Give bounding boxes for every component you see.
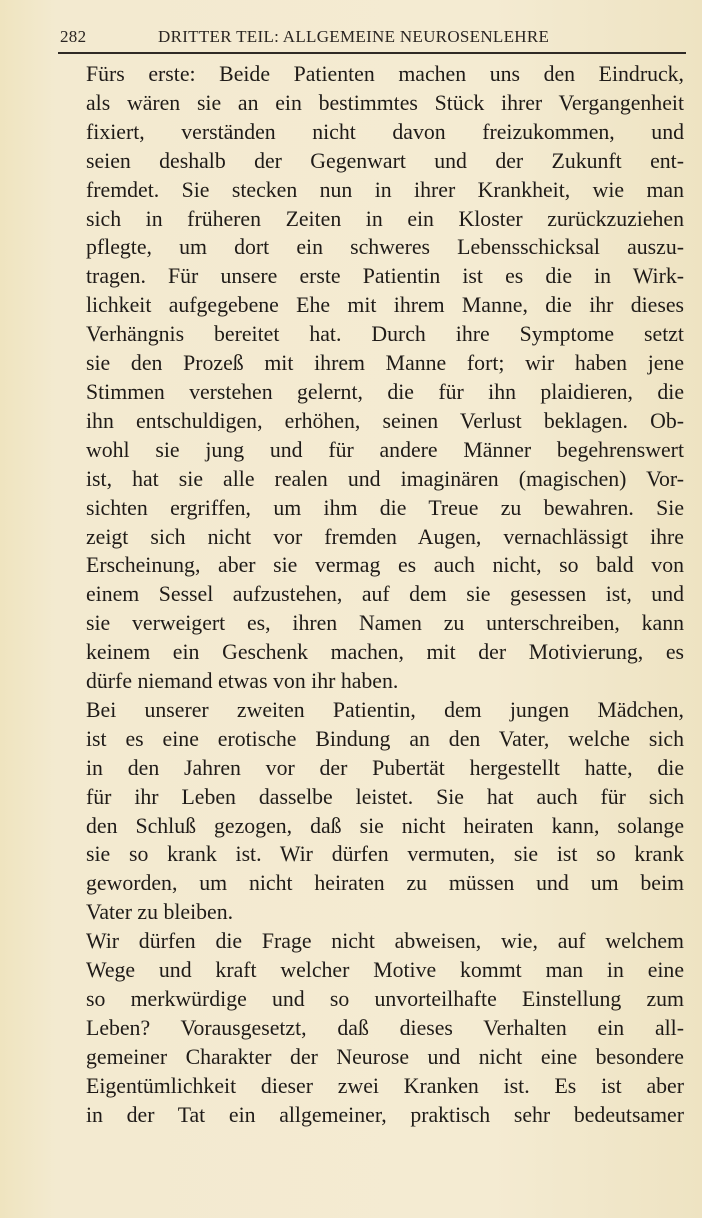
text-line: zeigt sich nicht vor fremden Augen, vernachlässigt ihre [86,524,684,549]
running-head-title: DRITTER TEIL: ALLGEMEINE NEUROSENLEHRE [158,27,550,46]
text-line: Vater zu bleiben. [86,900,234,925]
running-head [58,24,686,50]
text-line: als wären sie an ein bestimmtes Stück ihrer Vergangenheit [86,90,684,115]
text-line: Erscheinung, aber sie vermag es auch nicht, so bald von [86,553,684,578]
text-line: in der Tat ein allgemeiner, praktisch sehr bedeutsamer [86,1102,684,1127]
text-line: Fürs erste: Beide Patienten machen uns den Eindruck, [86,62,684,86]
text-line: sie verweigert es, ihren Namen zu unterschreiben, kann [86,611,684,636]
text-line: so merkwürdige und so unvorteilhafte Einstellung zum [86,987,684,1011]
text-line: seien deshalb der Gegenwart und der Zukunft ent- [86,148,684,173]
text-line: Stimmen verstehen gelernt, die für ihn plaidieren, die [86,379,684,404]
text-line: den Schluß gezogen, daß sie nicht heiraten kann, solange [86,813,684,838]
text-line: für ihr Leben dasselbe leistet. Sie hat auch für sich [86,784,684,809]
text-line: ist, hat sie alle realen und imaginären (magischen) Vor- [86,466,684,491]
text-line: Verhängnis bereitet hat. Durch ihre Symptome setzt [86,322,684,347]
body-text [48,60,684,1205]
text-line: Leben? Vorausgesetzt, daß dieses Verhalten ein all- [86,1015,684,1040]
header-rule [58,52,686,54]
text-line: wohl sie jung und für andere Männer begehrenswert [86,437,684,462]
text-line: ihn entschuldigen, erhöhen, seinen Verlust beklagen. Ob- [86,408,684,433]
text-line: gemeiner Charakter der Neurose und nicht eine besondere [86,1044,684,1069]
text-line: lichkeit aufgegebene Ehe mit ihrem Manne, die ihr dieses [86,293,684,318]
text-line: pflegte, um dort ein schweres Lebensschicksal auszu- [86,235,684,260]
paragraph-1 [48,60,684,696]
paragraph-2 [48,696,684,927]
text-line: keinem ein Geschenk machen, mit der Motivierung, es [86,640,684,665]
text-line: Eigentümlichkeit dieser zwei Kranken ist. Es ist aber [86,1073,684,1098]
text-line: dürfe niemand etwas von ihr haben. [86,669,399,694]
text-line: einem Sessel aufzustehen, auf dem sie gesessen ist, und [86,582,684,607]
text-line: Wege und kraft welcher Motive kommt man in eine [86,958,684,983]
text-line: fremdet. Sie stecken nun in ihrer Krankheit, wie man [86,177,684,202]
paragraph-3 [48,927,684,1129]
text-line: in den Jahren vor der Pubertät hergestellt hatte, die [86,755,684,780]
text-line: Bei unserer zweiten Patientin, dem jungen Mädchen, [86,697,684,722]
text-line: ist es eine erotische Bindung an den Vater, welche sich [86,726,684,751]
text-line: sichten ergriffen, um ihm die Treue zu bewahren. Sie [86,495,684,520]
text-line: sie den Prozeß mit ihrem Manne fort; wir haben jene [86,351,684,376]
text-line: tragen. Für unsere erste Patientin ist es die in Wirk- [86,264,684,289]
text-line: Wir dürfen die Frage nicht abweisen, wie, auf welchem [86,929,684,954]
text-line: sich in früheren Zeiten in ein Kloster zurückzuziehen [86,206,684,231]
text-line: fixiert, verständen nicht davon freizukommen, und [86,119,684,144]
text-line: sie so krank ist. Wir dürfen vermuten, sie ist so krank [86,842,684,867]
text-line: geworden, um nicht heiraten zu müssen und um beim [86,871,684,896]
page-number: 282 [60,27,87,46]
